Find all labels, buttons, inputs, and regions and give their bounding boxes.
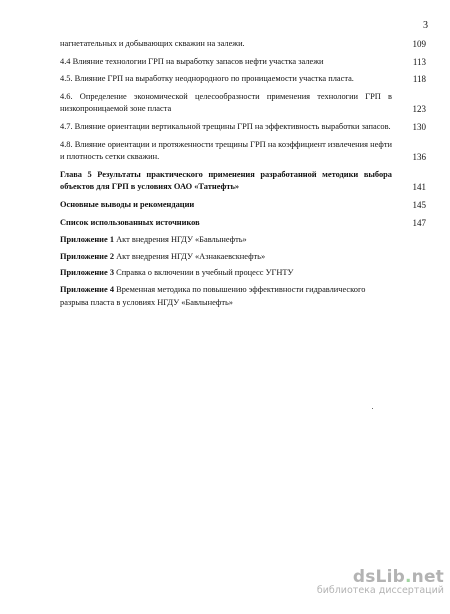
toc-entry-page: 113 bbox=[412, 56, 426, 67]
appendix-title: Акт внедрения НГДУ «Азнакаевскнефть» bbox=[114, 251, 266, 261]
toc-entry-title: 4.4 Влияние технологии ГРП на выработку запасов нефти участка залежи bbox=[60, 56, 324, 66]
toc-entry-title: нагнетательных и добывающих скважин на залежи. bbox=[60, 39, 245, 48]
toc-entry bbox=[60, 91, 426, 116]
toc-entry bbox=[60, 56, 426, 69]
toc-entry-title: Основные выводы и рекомендации bbox=[60, 199, 195, 209]
appendix-title: Справка о включении в учебный процесс УГНТУ bbox=[114, 268, 294, 278]
appendix-entry bbox=[60, 234, 426, 247]
watermark-subtitle: библиотека диссертаций bbox=[316, 585, 444, 596]
toc-entry-page: 130 bbox=[412, 121, 426, 132]
toc-entry-page: 136 bbox=[412, 152, 426, 163]
page-number: 3 bbox=[423, 20, 428, 31]
toc-entry-title: 4.8. Влияние ориентации и протяженности трещины ГРП на коэффициент извлечения нефти и плотность сетки скважин. bbox=[60, 139, 392, 162]
appendix-title: Временная методика по повышению эффективности гидравлического разрыва пласта в условиях НГДУ «Бавлынефть» bbox=[60, 284, 366, 307]
toc-entry-title: Список использованных источников bbox=[60, 217, 200, 227]
table-of-contents bbox=[60, 38, 426, 313]
toc-entry bbox=[60, 121, 426, 134]
scan-speck bbox=[372, 408, 373, 409]
appendix-label: Приложение 3 bbox=[60, 268, 115, 278]
appendix-entry bbox=[60, 251, 426, 264]
toc-entry-title: 4.5. Влияние ГРП на выработку неоднородного по проницаемости участка пласта. bbox=[60, 74, 354, 84]
watermark[interactable] bbox=[296, 567, 444, 596]
toc-entry-title: 4.7. Влияние ориентации вертикальной трещины ГРП на эффективность выработки запасов. bbox=[60, 121, 391, 131]
toc-entry bbox=[60, 217, 426, 230]
toc-entry bbox=[60, 73, 426, 86]
toc-entry-page: 118 bbox=[412, 74, 426, 85]
appendix-label: Приложение 2 bbox=[60, 251, 115, 261]
toc-appendices bbox=[60, 234, 426, 309]
appendix-label: Приложение 1 bbox=[60, 235, 115, 245]
toc-entry bbox=[60, 139, 426, 164]
appendix-title: Акт внедрения НГДУ «Бавлынефть» bbox=[114, 235, 247, 245]
toc-entry-title: 4.6. Определение экономической целесообразности применения технологии ГРП в низкопроницаемой зоне пласта bbox=[60, 91, 392, 114]
toc-entry-page: 123 bbox=[412, 104, 426, 115]
toc-entry bbox=[60, 199, 426, 212]
toc-entry-page: 147 bbox=[412, 217, 426, 228]
appendix-entry bbox=[60, 284, 426, 309]
toc-entry bbox=[60, 169, 426, 194]
toc-entry-page: 109 bbox=[412, 39, 426, 49]
toc-entry-page: 145 bbox=[412, 199, 426, 210]
appendix-label: Приложение 4 bbox=[60, 284, 115, 294]
toc-entry-page: 141 bbox=[412, 182, 426, 193]
toc-entry bbox=[60, 38, 426, 51]
toc-entries bbox=[60, 38, 426, 229]
watermark-logo[interactable]: dsLib.net bbox=[352, 567, 444, 587]
appendix-entry bbox=[60, 267, 426, 280]
toc-entry-title: Глава 5 Результаты практического применения разработанной методики выбора объектов для ГРП в условиях ОАО «Татнефть» bbox=[60, 169, 392, 192]
